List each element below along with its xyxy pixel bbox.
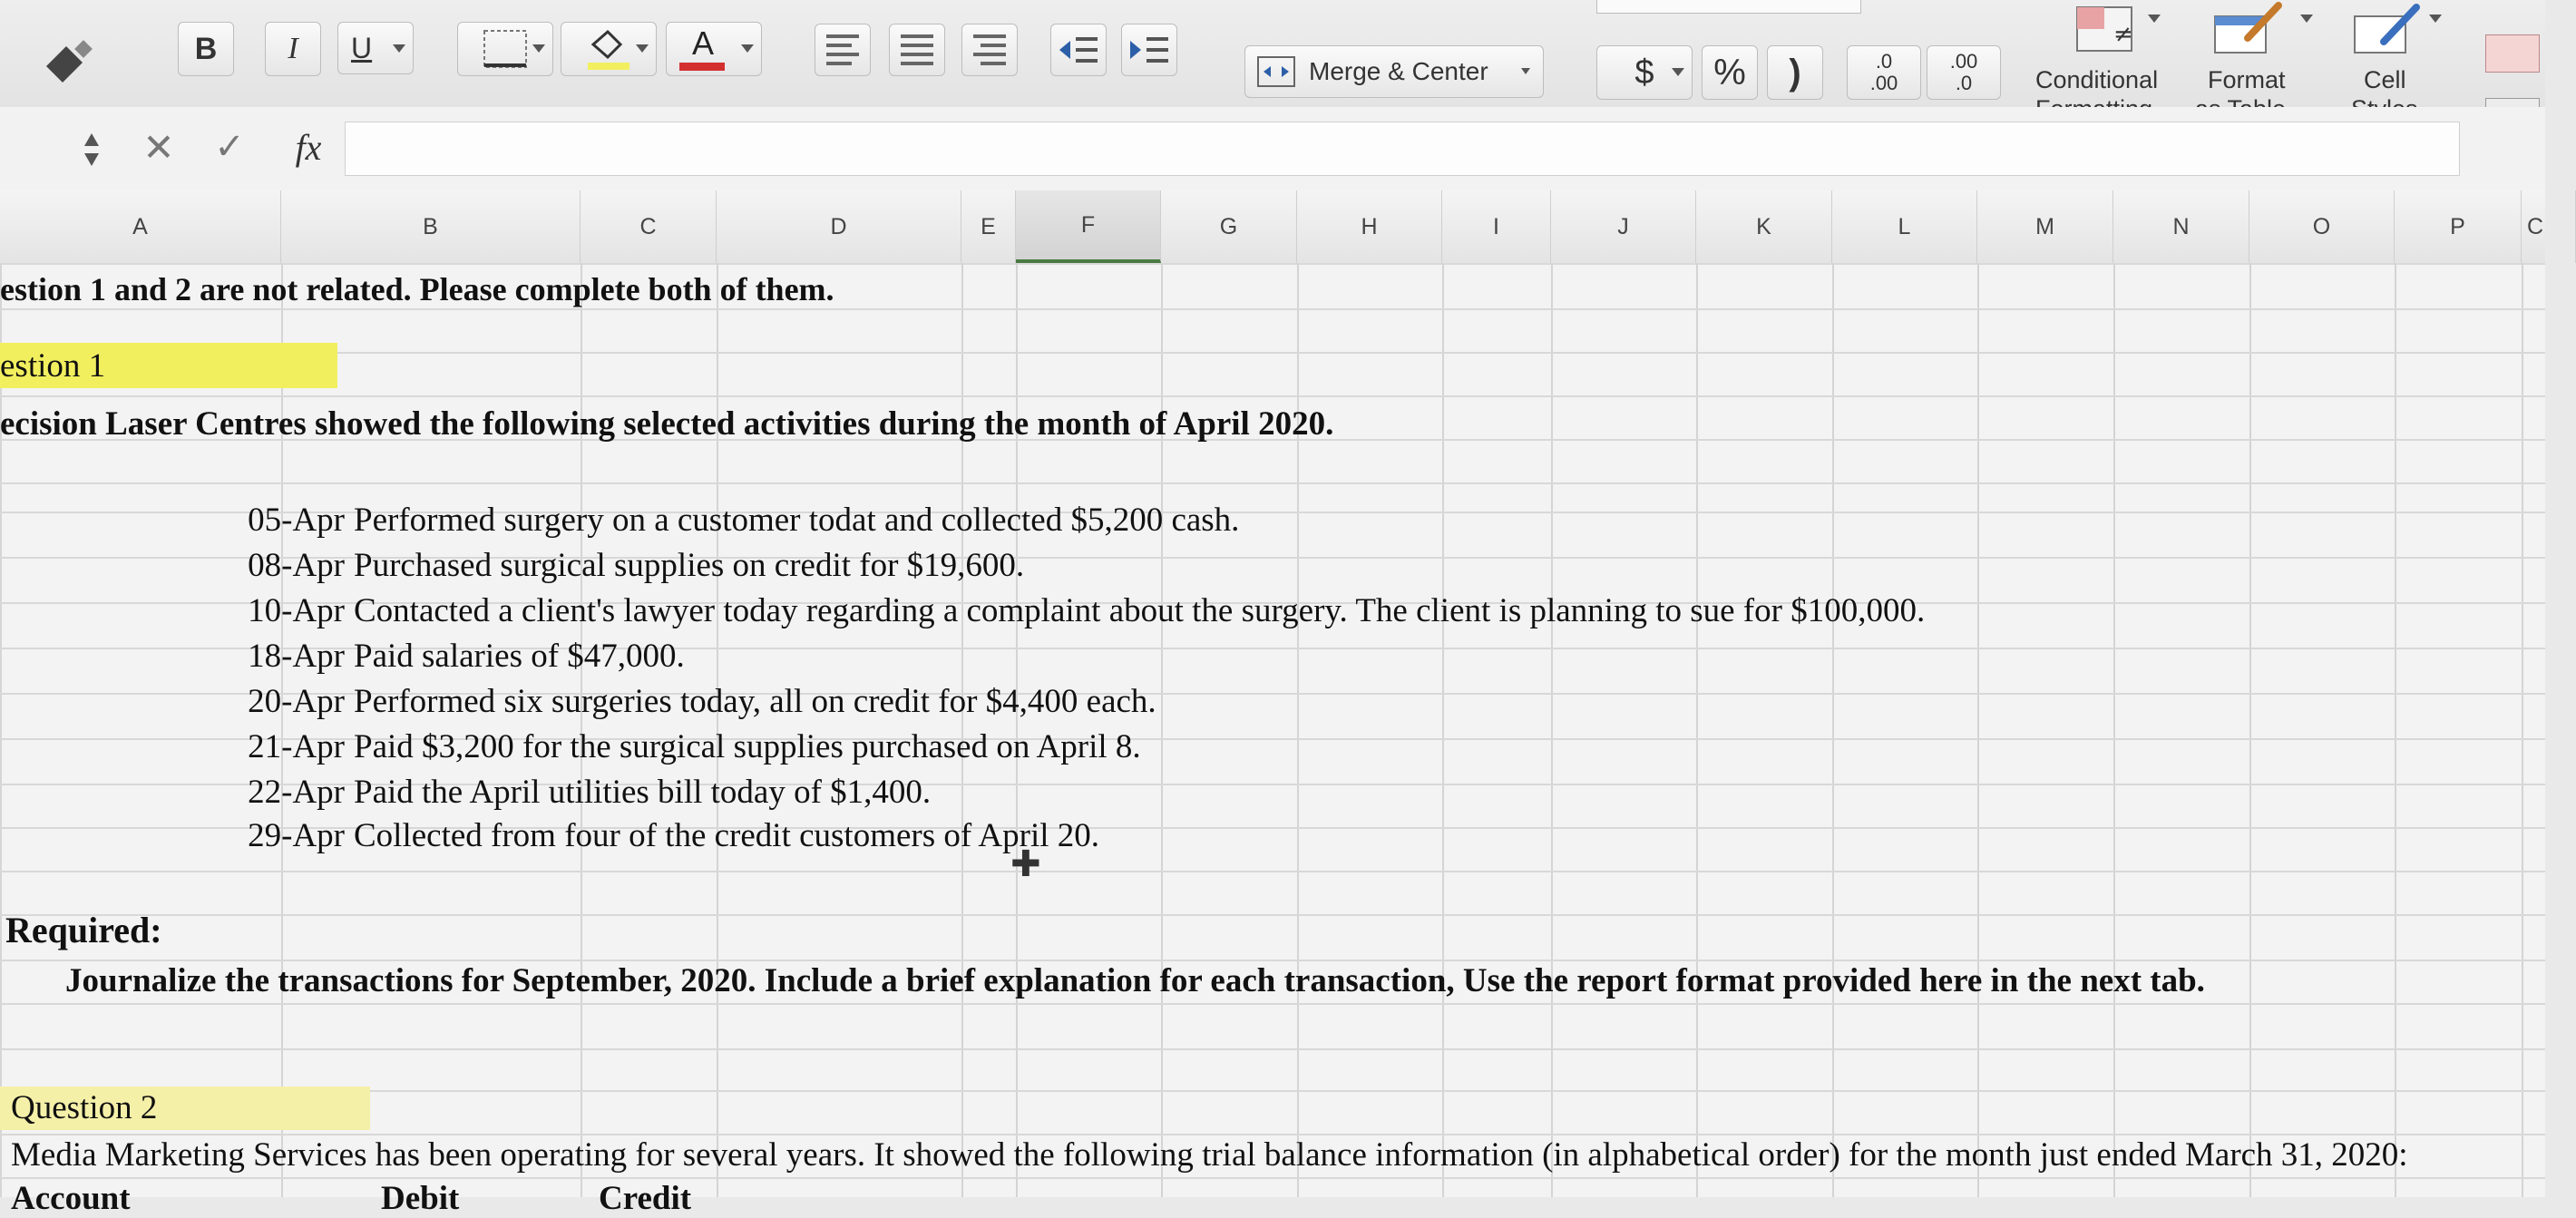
column-header-e[interactable]: E — [961, 190, 1016, 263]
decrease-indent-button[interactable] — [1050, 24, 1107, 76]
chevron-down-icon — [2429, 15, 2442, 23]
transaction-description: Collected from four of the credit customers of April 20. — [354, 817, 1100, 854]
transaction-description: Paid $3,200 for the surgical supplies purchased on April 8. — [354, 728, 1141, 765]
svg-text:≠: ≠ — [2113, 21, 2133, 48]
column-header-k[interactable]: K — [1696, 190, 1832, 263]
chevron-down-icon — [2148, 15, 2161, 23]
chevron-down-icon — [741, 44, 754, 53]
worksheet-grid[interactable] — [0, 263, 2545, 1217]
decrease-indent-icon — [1058, 34, 1099, 66]
currency-label: $ — [1634, 53, 1654, 92]
transaction-description: Purchased surgical supplies on credit for $19,600. — [354, 547, 1025, 584]
transaction-date: 29-Apr — [248, 817, 345, 854]
transaction-description: Paid the April utilities bill today of $1,400. — [354, 774, 932, 811]
column-header-j[interactable]: J — [1551, 190, 1696, 263]
question-2-label: Question 2 — [11, 1089, 158, 1126]
transaction-description: Paid salaries of $47,000. — [354, 638, 685, 675]
column-header-a[interactable]: A — [0, 190, 281, 263]
increase-decimal-bottom: .00 — [1869, 72, 1898, 94]
transaction-date: 08-Apr — [248, 547, 345, 584]
transaction-date: 18-Apr — [248, 638, 345, 675]
column-header-f[interactable]: F — [1016, 190, 1161, 263]
column-header-o[interactable]: O — [2249, 190, 2395, 263]
format-table-line1: Format — [2208, 66, 2286, 93]
intro-text: estion 1 and 2 are not related. Please complete both of them. — [0, 271, 834, 307]
underline-button[interactable] — [337, 22, 414, 74]
formula-input[interactable] — [345, 122, 2460, 176]
column-header-g[interactable]: G — [1161, 190, 1297, 263]
column-header-i[interactable]: I — [1442, 190, 1551, 263]
transaction-date: 22-Apr — [248, 774, 345, 811]
transaction-date: 21-Apr — [248, 728, 345, 765]
merge-center-button[interactable] — [1244, 45, 1544, 98]
increase-decimal-top: .0 — [1875, 50, 1893, 73]
required-label: Required: — [5, 910, 162, 950]
column-header-b[interactable]: B — [281, 190, 581, 263]
underline-label: U — [351, 31, 373, 64]
partial-header-credit: Credit — [599, 1180, 692, 1217]
column-header-p[interactable]: P — [2395, 190, 2522, 263]
cell-styles-button[interactable] — [2338, 2, 2447, 103]
fill-color-button[interactable] — [561, 22, 657, 76]
column-headers — [0, 190, 2545, 265]
insert-function-button[interactable]: fx — [295, 126, 322, 168]
align-right-icon — [973, 29, 1006, 71]
column-header-q[interactable]: C — [2522, 190, 2576, 263]
conditional-formatting-line1: Conditional — [2035, 66, 2159, 93]
formula-bar — [0, 107, 2545, 192]
conditional-formatting-button[interactable] — [2030, 2, 2184, 103]
borders-button[interactable] — [457, 22, 553, 76]
decrease-decimal-button[interactable] — [1927, 45, 2001, 100]
chevron-down-icon — [1672, 68, 1684, 76]
column-header-m[interactable]: M — [1977, 190, 2113, 263]
align-center-icon — [901, 29, 933, 71]
font-color-letter: A — [691, 24, 714, 62]
enter-formula-button[interactable]: ✓ — [214, 127, 245, 167]
align-center-button[interactable] — [889, 24, 945, 76]
cell-select-cursor-icon: ✚ — [1010, 843, 1041, 885]
cancel-formula-button[interactable]: ✕ — [142, 125, 175, 169]
conditional-formatting-icon — [2075, 5, 2133, 53]
borders-icon — [483, 29, 528, 69]
cell-styles-line1: Cell — [2364, 66, 2406, 93]
column-header-h[interactable]: H — [1297, 190, 1442, 263]
align-left-icon — [826, 29, 859, 71]
currency-button[interactable] — [1596, 45, 1693, 100]
font-color-swatch — [679, 63, 725, 71]
format-as-table-button[interactable] — [2195, 2, 2322, 103]
partial-header-debit: Debit — [381, 1180, 460, 1217]
chevron-down-icon — [532, 44, 545, 53]
question-1-intro: ecision Laser Centres showed the following selected activities during the month of April 2020. — [0, 405, 1334, 443]
transaction-description: Performed surgery on a customer todat and collected $5,200 cash. — [354, 502, 1240, 539]
font-color-button[interactable] — [666, 22, 762, 76]
name-box-stepper[interactable] — [80, 127, 103, 172]
comma-style-button[interactable]: ) — [1767, 45, 1823, 100]
partial-header-account: Account — [11, 1180, 131, 1217]
merge-icon — [1256, 55, 1296, 88]
cell-styles-icon — [2351, 2, 2424, 56]
chevron-up-down-icon — [83, 130, 101, 170]
increase-indent-button[interactable] — [1121, 24, 1177, 76]
decrease-decimal-top: .00 — [1949, 50, 1978, 73]
italic-button[interactable]: I — [265, 22, 321, 76]
column-header-n[interactable]: N — [2113, 190, 2249, 263]
chevron-down-icon — [1521, 68, 1530, 74]
ribbon — [0, 0, 2545, 109]
bold-button[interactable]: B — [178, 22, 234, 76]
transaction-date: 05-Apr — [248, 502, 345, 539]
format-painter-icon[interactable] — [36, 36, 100, 91]
increase-indent-icon — [1128, 34, 1170, 66]
question-1-label: estion 1 — [0, 347, 106, 385]
format-as-table-icon — [2211, 2, 2284, 56]
insert-cells-icon[interactable] — [2485, 34, 2540, 73]
question-2-intro: Media Marketing Services has been operating for several years. It showed the following trial balance information (in alphabetical order) for the month just ended March 31, 2020: — [11, 1136, 2408, 1174]
number-format-select[interactable] — [1596, 0, 1861, 14]
column-header-l[interactable]: L — [1832, 190, 1977, 263]
transaction-date: 10-Apr — [248, 592, 345, 629]
increase-decimal-button[interactable] — [1847, 45, 1921, 100]
align-right-button[interactable] — [961, 24, 1018, 76]
transaction-date: 20-Apr — [248, 683, 345, 720]
align-left-button[interactable] — [815, 24, 871, 76]
chevron-down-icon — [393, 44, 405, 53]
percent-button[interactable]: % — [1702, 45, 1758, 100]
transaction-description: Contacted a client's lawyer today regarding a complaint about the surgery. The client is planning to sue for $100,000. — [354, 592, 1926, 629]
decrease-decimal-bottom: .0 — [1955, 72, 1973, 94]
column-header-d[interactable]: D — [717, 190, 961, 263]
column-header-c[interactable]: C — [581, 190, 717, 263]
chevron-down-icon — [2300, 15, 2313, 23]
required-text: Journalize the transactions for September, 2020. Include a brief explanation for each transaction, Use the report format provided here in the next tab. — [65, 962, 2205, 999]
merge-center-label: Merge & Center — [1309, 57, 1488, 85]
transaction-description: Performed six surgeries today, all on credit for $4,400 each. — [354, 683, 1156, 720]
chevron-down-icon — [636, 44, 649, 53]
paint-bucket-icon — [584, 26, 633, 72]
